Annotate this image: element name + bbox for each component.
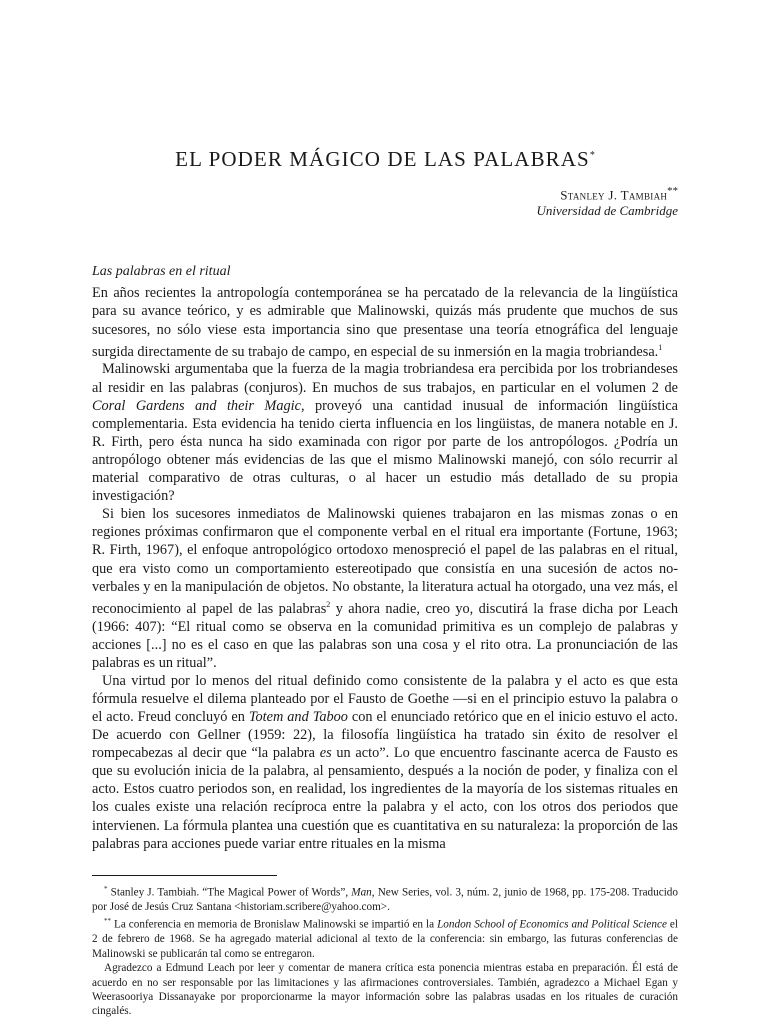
paragraph-3-text-a: Si bien los sucesores inmediatos de Malinowski quienes trabajaron en las mismas zonas o en regiones próximas confirmaron que el componente verbal en el ritual era importante (Fortune, 1963; R. Firth, 1967), el enfoque antropológico ortodoxo menospreció el papel de las palabras en el ritual, que era visto como un comportamiento estereotipado que consistía en una sucesión de actos no-verbales y en la manipulación de objetos. No obstante, la literatura actual ha otorgado, una vez más, el reconocimiento al papel de las palabras [92,506,678,617]
footnote-1 [92,882,678,915]
title-footnote-mark: * [589,150,595,161]
footnote-divider [92,875,277,876]
footnote-1-text-b: , New Series, vol. 3, núm. 2, junio de 1968, pp. 175-208. Traducido por José de Jesús Cruz Santana <historiam.scribere@yahoo.com>. [92,886,678,913]
article-title [92,140,678,175]
paragraph-4-text-b: con el enunciado retórico que en el inicio estuvo el acto. De acuerdo con Gellner (1959: 22), la filosofía lingüística ha tratado sin éxito de resolver el rompecabezas al decir que “la palabra [92,709,678,762]
footnote-ref-1: 1 [658,342,663,352]
footnote-1-text-a: Stanley J. Tambiah. “The Magical Power of Words”, [107,886,352,899]
emphasis-es: es [319,745,332,762]
paragraph-3-text-b: y ahora nadie, creo yo, discutirá la frase dicha por Leach (1966: 407): “El ritual como se observa en la comunidad primitiva es un complejo de palabras y acciones [...] no es el caso en que las palabras son una cosa y el rito otra. La pronunciación de las palabras es un ritual”. [92,600,678,671]
paragraph-2-text-b: , proveyó una cantidad inusual de información lingüística complementaria. Esta evidencia ha tenido cierta influencia en los lingüistas, de manera notable en J. R. Firth, pero ésta nunca ha sido examinada con rigor por parte de los antropólogos. ¿Podría un antropólogo obtener más evidencias de las que el mismo Malinowski manejó, con sólo recurrir al material comparativo de otras culturas, o al hacer un estudio más detallado de su propia investigación? [92,397,678,505]
title-text: EL PODER MÁGICO DE LAS PALABRAS [175,147,590,171]
footnote-2-mark: ** [104,917,111,926]
author-affiliation: Universidad de Cambridge [536,203,678,219]
paragraph-1 [92,284,678,360]
footnotes [92,882,678,1019]
paragraph-4 [92,672,678,853]
paragraph-2 [92,360,678,505]
author-line [92,183,678,203]
book-title-coral-gardens: Coral Gardens and their Magic [92,397,301,414]
paragraph-4-text-c: un acto”. Lo que encuentro fascinante acerca de Fausto es que su evolución inicia de la palabra, al pensamiento, después a la noción de poder, y finaliza con el acto. Estos cuatro periodos son, en realidad, los ingredientes de la mayoría de los sistemas rituales en los cuales existe una relación recíproca entre la palabra y el acto, con los otros dos periodos que intervienen. La fórmula plantea una cuestión que es cuantitativa en su naturaleza: la proporción de las palabras para acciones puede variar entre rituales en la misma [92,745,678,852]
footnote-2-text-b: el 2 de febrero de 1968. Se ha agregado material adicional al texto de la conferencia: sin embargo, las futuras conferencias de Malinowski se publicarán tal como se entregaron. [92,919,678,960]
school-name-lse: London School of Economics and Political Science [437,919,667,932]
footnote-ref-2: 2 [326,599,331,609]
paragraph-1-text: En años recientes la antropología contemporánea se ha percatado de la relevancia de la lingüística para su avance teórico, y es admirable que Malinowski, quizás más prudente que muchos de sus sucesores, no sólo viese esta importancia sino que presentase una teoría etnográfica del lenguaje surgida directamente de su trabajo de campo, en especial de su inmersión en la magia trobriandesa. [92,285,678,360]
footnote-1-mark: * [104,884,108,893]
author-name: Stanley J. Tambiah [560,187,668,203]
paragraph-4-text-a: Una virtud por lo menos del ritual definido como consistente de la palabra y el acto es que esta fórmula resuelve el dilema planteado por el Fausto de Goethe —si en el principio estuvo la palabra o el acto. Freud concluyó en [92,672,678,726]
paragraph-3 [92,505,678,672]
paragraph-2-text-a: Malinowski argumentaba que la fuerza de la magia trobriandesa era percibida por los trobriandeses al residir en las palabras (conjuros). En muchos de sus trabajos, en particular en el volumen 2 de [92,361,678,396]
book-title-totem-and-taboo: Totem and Taboo [248,709,348,726]
section-heading: Las palabras en el ritual [92,264,231,280]
byline [92,183,678,219]
body-text [92,284,678,852]
footnote-3: Agradezco a Edmund Leach por leer y comentar de manera crítica esta ponencia mientras estaba en preparación. Él está de acuerdo en no ser responsable por las limitaciones y las afirmaciones controversiales. También, agradezco a Michael Egan y Weerasooriya Dissanayake por proporcionarme la mayor información sobre las palabras usadas en los rituales de curación cingalés. [92,962,678,1018]
article-page [92,140,678,1019]
author-footnote-mark: ** [667,185,678,197]
footnote-2 [92,914,678,961]
journal-name-man: Man [351,886,372,899]
footnote-2-text-a: La conferencia en memoria de Bronislaw Malinowski se impartió en la [111,919,438,932]
